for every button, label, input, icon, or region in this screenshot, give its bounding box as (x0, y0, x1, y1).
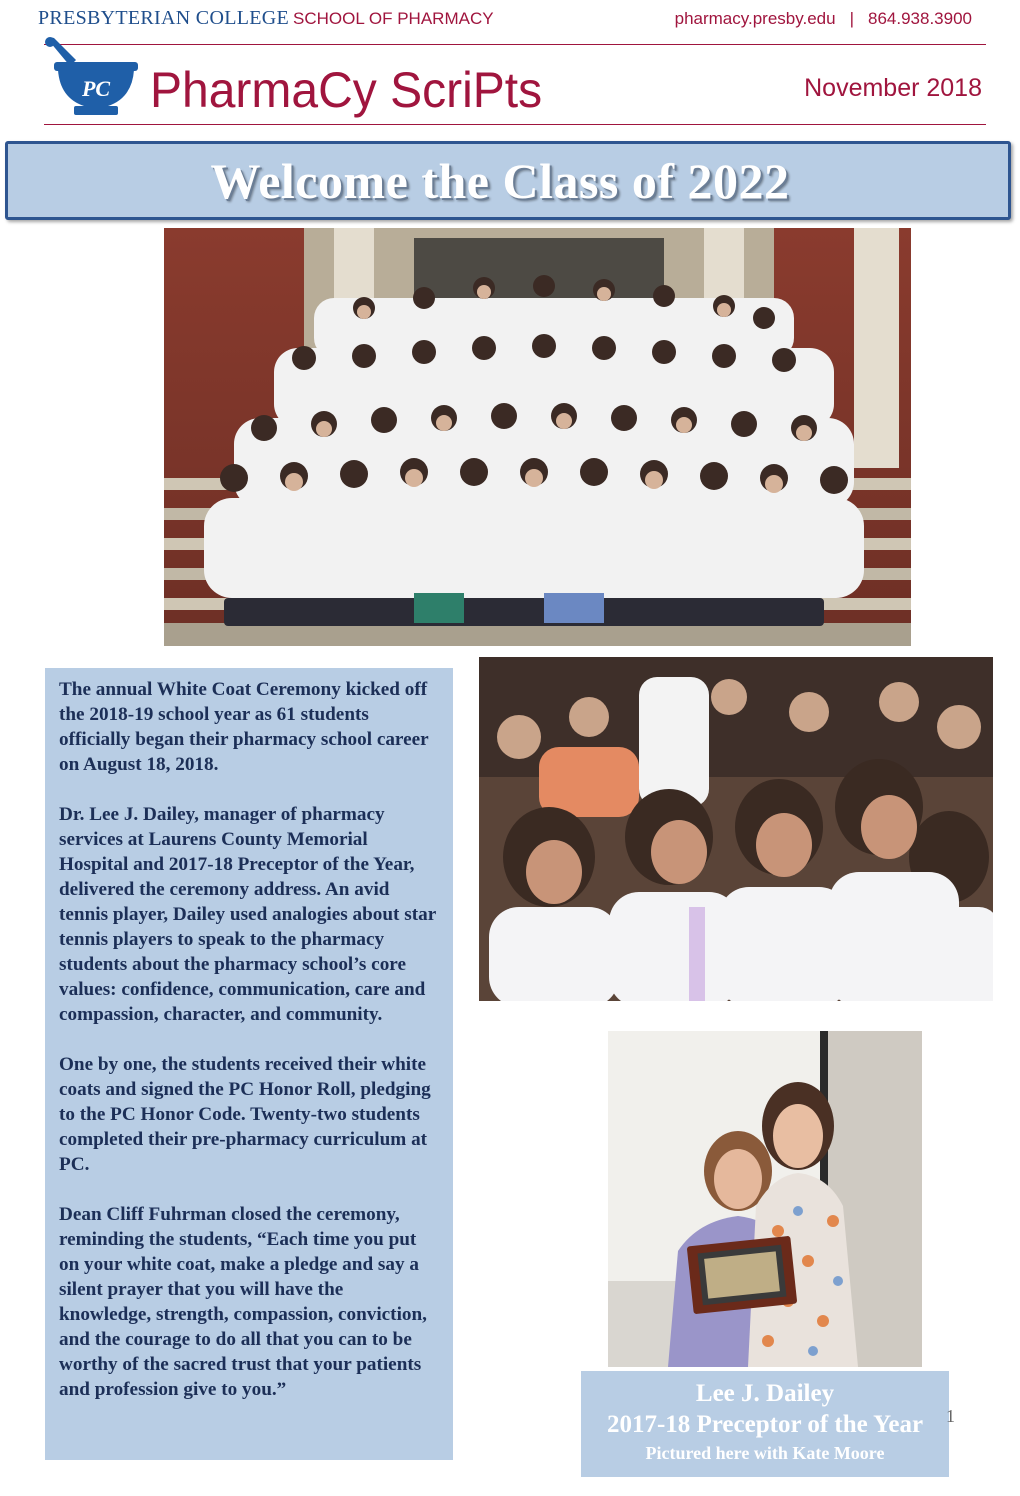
caption-name: Lee J. Dailey (695, 1380, 835, 1407)
caption-title: 2017-18 Preceptor of the Year (606, 1411, 924, 1438)
phone-number: 864.938.3900 (868, 9, 972, 28)
award-photo (608, 1031, 922, 1367)
contact-info (675, 9, 972, 29)
header-rule-top (44, 44, 986, 45)
article-paragraph: The annual White Coat Ceremony kicked off the 2018-19 school year as 61 students officially began their pharmacy school career on August 18, 2018. (59, 679, 429, 775)
page-number: 1 (946, 1406, 955, 1426)
headline-text: Welcome the Class of 2022 (210, 152, 790, 209)
caption-subtitle: Pictured here with Kate Moore (645, 1443, 885, 1463)
logo-letters: PC (81, 76, 111, 101)
headline-banner (5, 141, 1011, 220)
article-text-box (45, 668, 453, 1460)
article-paragraph: Dean Cliff Fuhrman closed the ceremony, reminding the students, “Each time you put on your white coat, make a pledge and say a silent prayer that you will have the knowledge, strength, compassion, conviction, and the courage to do all that you can to be worthy of the sacred trust that your patients and profession give to you.” (59, 1204, 427, 1400)
website-link[interactable]: pharmacy.presby.edu (674, 9, 836, 28)
college-name (38, 7, 494, 30)
issue-date: November 2018 (804, 74, 982, 102)
article-paragraph: Dr. Lee J. Dailey, manager of pharmacy services at Laurens County Memorial Hospital and 2017-18 Preceptor of the Year, delivered the ceremony address. An avid tennis player, Dailey used analogies about star tennis players to speak to the pharmacy students about the pharmacy school’s core values: confidence, communication, care and compassion, character, and community. (59, 804, 436, 1025)
mortar-and-pestle-icon (44, 36, 140, 118)
class-photo (164, 228, 911, 646)
photo-caption (581, 1371, 949, 1477)
header-rule-bottom (44, 124, 986, 125)
article-paragraph: One by one, the students received their white coats and signed the PC Honor Roll, pledging to the PC Honor Code. Twenty-two students completed their pre-pharmacy curriculum at PC. (59, 1054, 431, 1175)
contact-separator: | (849, 9, 854, 28)
school-name-text: SCHOOL OF PHARMACY (293, 9, 494, 28)
ceremony-audience-photo (479, 657, 993, 1001)
college-name-text: PRESBYTERIAN COLLEGE (38, 7, 289, 29)
newsletter-title: PharmaCy ScriPts (150, 63, 543, 119)
